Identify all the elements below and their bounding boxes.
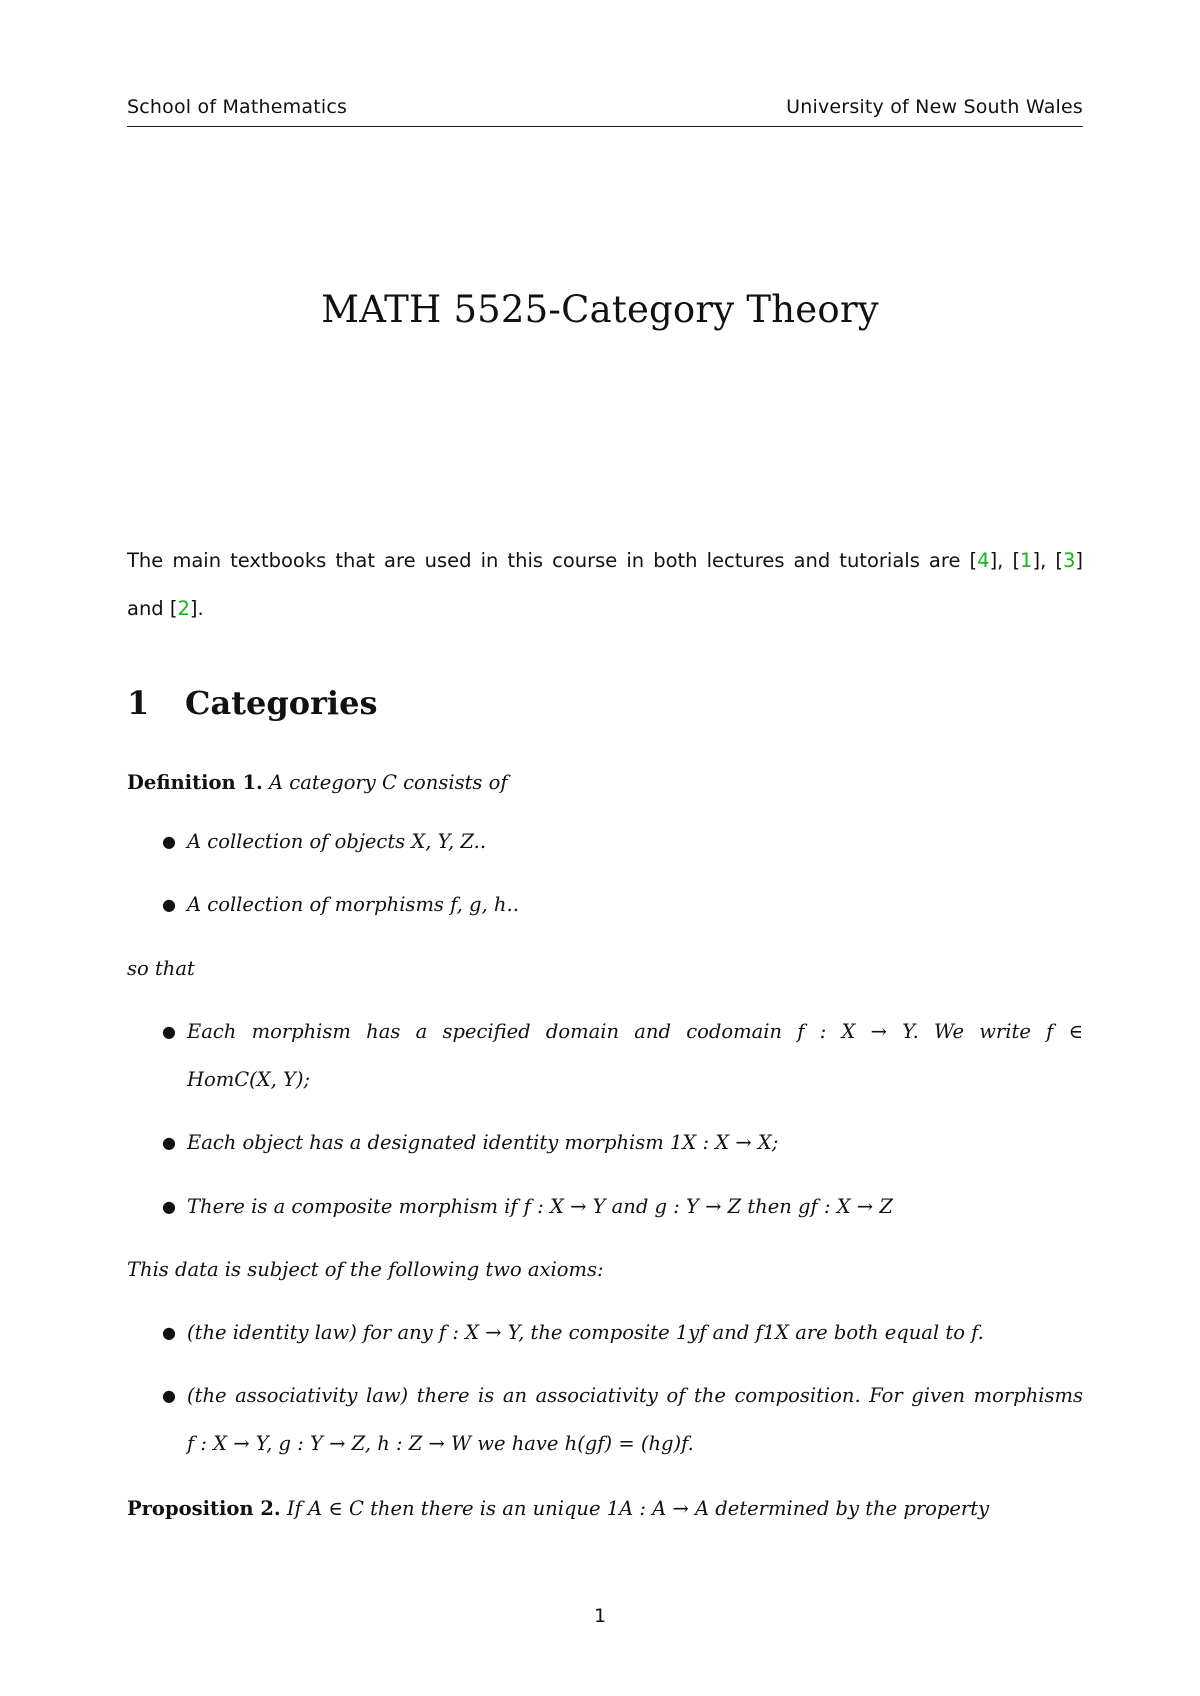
intro-close-1: ]: [1075, 549, 1083, 572]
bullet-icon: ●: [162, 895, 176, 914]
axiom-item: [162, 1309, 1083, 1357]
citation-4[interactable]: 4: [977, 549, 990, 572]
bullet-icon: ●: [162, 1133, 176, 1152]
header-left: School of Mathematics: [127, 96, 348, 118]
axioms-intro: This data is subject of the following two axioms:: [127, 1258, 604, 1281]
condition-line: There is a composite morphism if f : X → Y and g : Y → Z then gf : X → Z: [187, 1195, 893, 1218]
bullet-icon: ●: [162, 1197, 176, 1216]
proposition-text: If A ∈ C then there is an unique 1A : A → A determined by the property: [286, 1497, 990, 1520]
bullet-icon: ●: [162, 1386, 176, 1405]
bullet-icon: ●: [162, 1022, 176, 1041]
axiom-item: [162, 1372, 1083, 1468]
header-right: University of New South Wales: [786, 96, 1083, 118]
definition-item: [162, 881, 1083, 929]
proposition: [127, 1497, 1083, 1520]
condition-line: Each morphism has a specified domain and codomain f : X → Y. We write f ∈: [187, 1020, 1083, 1043]
intro-line-1: [127, 537, 1083, 585]
intro-text-a: The main textbooks that are used in this course in both lectures and tutorials are [: [127, 549, 978, 572]
definition-item-text: A collection of morphisms f, g, h..: [187, 893, 519, 916]
condition-line: HomC(X, Y);: [187, 1068, 311, 1091]
proposition-label: Proposition 2.: [127, 1497, 281, 1520]
axiom-line: (the associativity law) there is an associativity of the composition. For given morphisms: [187, 1384, 1083, 1407]
condition-line: Each object has a designated identity morphism 1X : X → X;: [187, 1131, 779, 1154]
definition-label: Definition 1.: [127, 771, 263, 794]
section-number: 1: [127, 684, 150, 722]
condition-item: [162, 1119, 1083, 1167]
intro-line-2: [127, 597, 204, 620]
intro-text-b: and [: [127, 597, 178, 620]
axiom-line: (the identity law) for any f : X → Y, the composite 1yf and f1X are both equal to f.: [187, 1321, 984, 1344]
citation-1[interactable]: 1: [1020, 549, 1033, 572]
citation-2[interactable]: 2: [177, 597, 190, 620]
page-number: 1: [593, 1605, 607, 1627]
running-header: [127, 96, 1083, 127]
section-title: Categories: [185, 684, 378, 722]
definition-item: [162, 818, 1083, 866]
condition-item: [162, 1183, 1083, 1231]
intro-sep-1: ], [: [989, 549, 1021, 572]
axiom-line: f : X → Y, g : Y → Z, h : Z → W we have h(gf) = (hg)f.: [187, 1432, 694, 1455]
section-heading: [127, 684, 377, 722]
document-title: MATH 5525-Category Theory: [321, 288, 879, 331]
bullet-icon: ●: [162, 832, 176, 851]
condition-item: [162, 1008, 1083, 1104]
bullet-icon: ●: [162, 1323, 176, 1342]
definition-heading: [127, 771, 1083, 794]
intro-close-2: ].: [189, 597, 204, 620]
citation-3[interactable]: 3: [1062, 549, 1076, 572]
definition-text: A category C consists of: [269, 771, 508, 794]
intro-sep-2: ], [: [1032, 549, 1063, 572]
definition-item-text: A collection of objects X, Y, Z..: [187, 830, 487, 853]
so-that-text: so that: [127, 957, 195, 980]
intro-paragraph: [127, 537, 1083, 633]
